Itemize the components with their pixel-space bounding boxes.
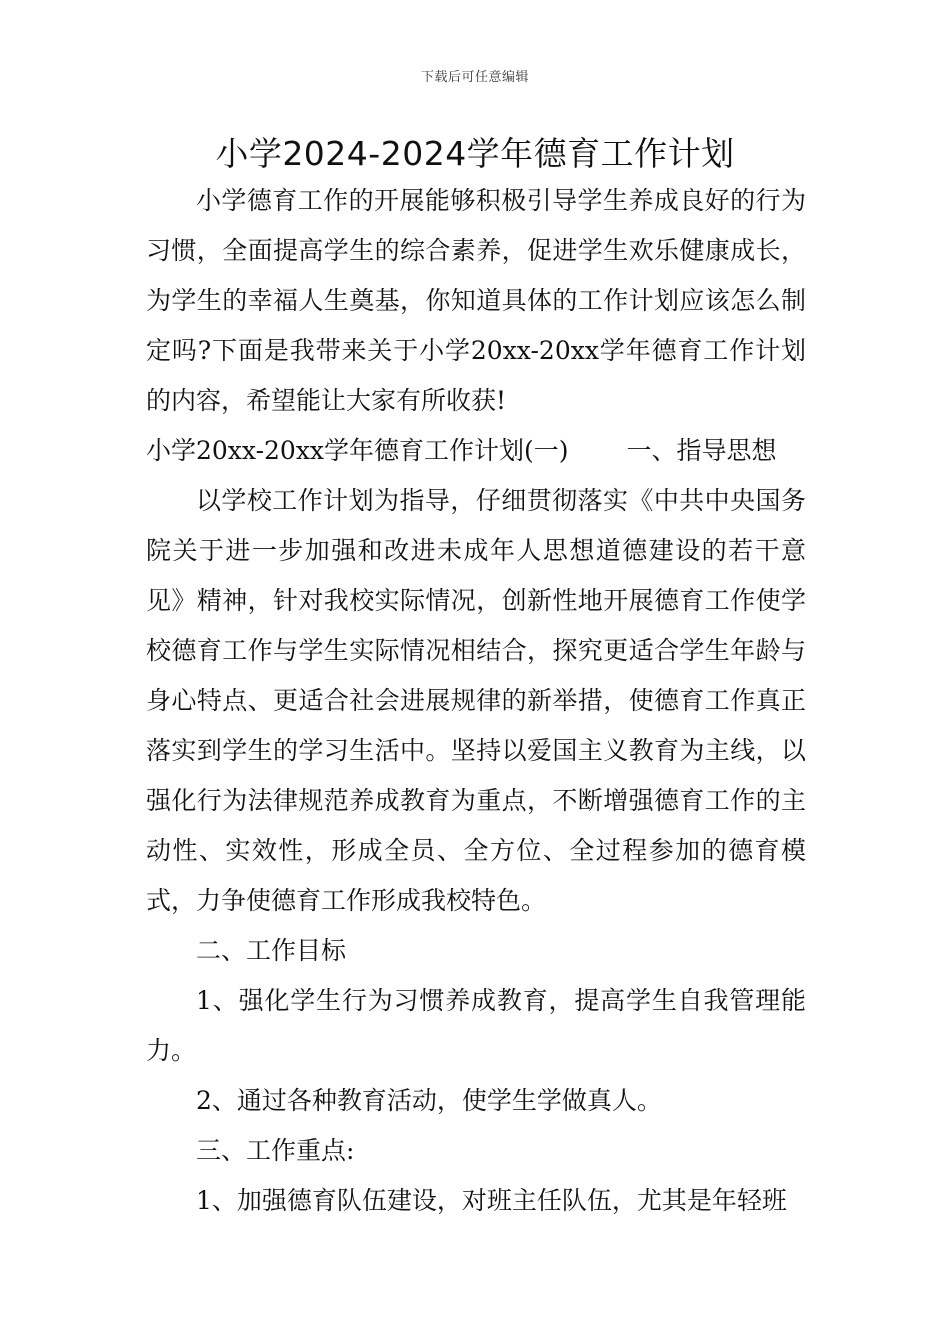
goal-item-2: 2、通过各种教育活动，使学生学做真人。	[196, 1086, 662, 1115]
section-title-line	[146, 426, 806, 476]
guiding-paragraph: 以学校工作计划为指导，仔细贯彻落实《中共中央国务院关于进一步加强和改进未成年人思想道德建设的若干意见》精神，针对我校实际情况，创新性地开展德育工作使学校德育工作与学生实际情况相结合，探究更适合学生年龄与身心特点、更适合社会进展规律的新举措，使德育工作真正落实到学生的学习生活中。坚持以爱国主义教育为主线，以强化行为法律规范养成教育为重点，不断增强德育工作的主动性、实效性，形成全员、全方位、全过程参加的德育模式，力争使德育工作形成我校特色。	[146, 486, 806, 915]
document-body	[146, 176, 806, 1226]
focus-item-1: 1、加强德育队伍建设，对班主任队伍，尤其是年轻班	[196, 1186, 787, 1215]
focus-heading: 三、工作重点:	[196, 1136, 355, 1165]
header-note: 下载后可任意编辑	[420, 70, 529, 85]
goals-heading: 二、工作目标	[196, 936, 347, 965]
section-subheading: 一、指导思想	[626, 436, 777, 465]
goal-item-1: 1、强化学生行为习惯养成教育，提高学生自我管理能力。	[146, 986, 806, 1065]
page-title: 小学2024-2024学年德育工作计划	[215, 134, 735, 173]
intro-paragraph: 小学德育工作的开展能够积极引导学生养成良好的行为习惯，全面提高学生的综合素养，促进学生欢乐健康成长，为学生的幸福人生奠基，你知道具体的工作计划应该怎么制定吗?下面是我带来关于小学20xx-20xx学年德育工作计划的内容，希望能让大家有所收获!	[146, 186, 806, 415]
section-title: 小学20xx-20xx学年德育工作计划(一)	[146, 436, 569, 465]
